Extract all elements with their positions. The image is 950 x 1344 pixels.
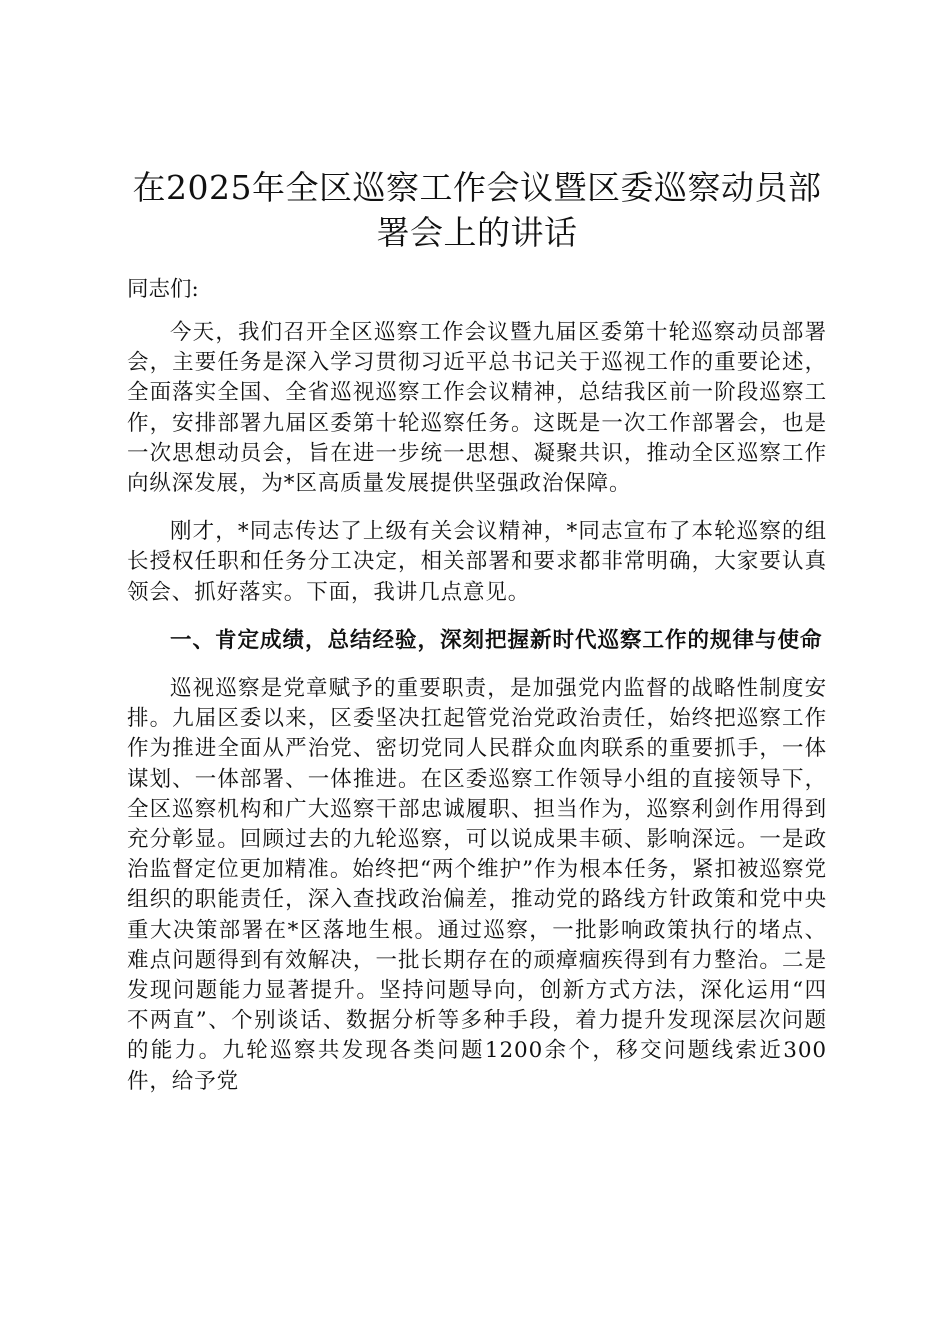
section-heading-1: 一、肯定成绩，总结经验，深刻把握新时代巡察工作的规律与使命 xyxy=(170,627,823,653)
document-title: 在2025年全区巡察工作会议暨区委巡察动员部署会上的讲话 xyxy=(132,168,822,252)
paragraph-opening: 今天，我们召开全区巡察工作会议暨九届区委第十轮巡察动员部署会，主要任务是深入学习贯彻习近平总书记关于巡视工作的重要论述，全面落实全国、全省巡视巡察工作会议精神，总结我区前一阶段巡察工作，安排部署九届区委第十轮巡察任务。这既是一次工作部署会，也是一次思想动员会，旨在进一步统一思想、凝聚共识，推动全区巡察工作向纵深发展，为*区高质量发展提供坚强政治保障。 xyxy=(127,320,827,497)
salutation: 同志们: xyxy=(127,277,199,302)
paragraph-remarks: 刚才，*同志传达了上级有关会议精神，*同志宣布了本轮巡察的组长授权任职和任务分工决定，相关部署和要求都非常明确，大家要认真领会、抓好落实。下面，我讲几点意见。 xyxy=(127,519,827,605)
document-body xyxy=(127,165,827,1115)
section-1-paragraph: 巡视巡察是党章赋予的重要职责，是加强党内监督的战略性制度安排。九届区委以来，区委坚决扛起管党治党政治责任，始终把巡察工作作为推进全面从严治党、密切党同人民群众血肉联系的重要抓手，一体谋划、一体部署、一体推进。在区委巡察工作领导小组的直接领导下，全区巡察机构和广大巡察干部忠诚履职、担当作为，巡察利剑作用得到充分彰显。回顾过去的九轮巡察，可以说成果丰硕、影响深远。一是政治监督定位更加精准。始终把“两个维护”作为根本任务，紧扣被巡察党组织的职能责任，深入查找政治偏差，推动党的路线方针政策和党中央重大决策部署在*区落地生根。通过巡察，一批影响政策执行的堵点、难点问题得到有效解决，一批长期存在的顽瘴痼疾得到有力整治。二是发现问题能力显著提升。坚持问题导向，创新方式方法，深化运用“四不两直”、个别谈话、数据分析等多种手段，着力提升发现深层次问题的能力。九轮巡察共发现各类问题1200余个，移交问题线索近300件，给予党 xyxy=(127,676,827,1094)
